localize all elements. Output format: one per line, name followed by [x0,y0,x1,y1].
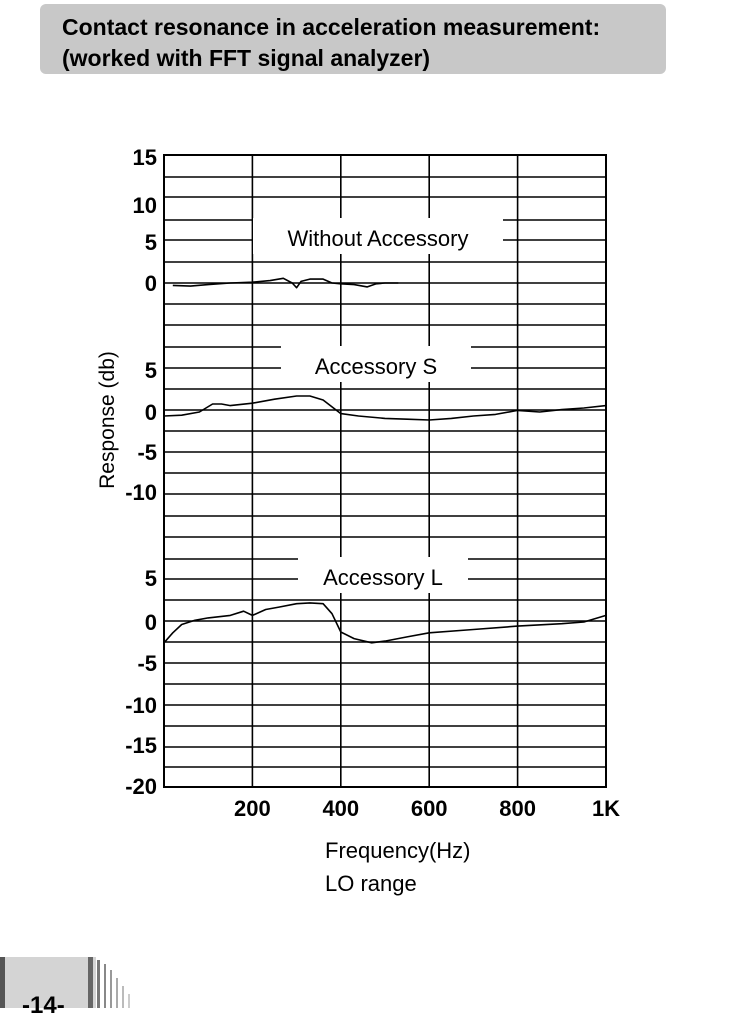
y-tick-label: 5 [144,566,157,591]
y-tick-label: 0 [144,610,157,635]
y-tick-label: -20 [125,774,157,799]
header-title-line1: Contact resonance in acceleration measurement: [62,14,601,40]
y-tick-label: 5 [144,230,157,255]
series-line [164,396,606,420]
x-tick-label: 800 [499,796,536,821]
y-tick-label: -5 [137,651,157,676]
x-axis-label: Frequency(Hz) [325,838,471,863]
x-tick-labels [234,796,620,821]
y-tick-label: 0 [144,400,157,425]
x-tick-label: 1K [591,796,621,821]
y-tick-label: -10 [125,693,157,718]
y-tick-label: 15 [132,145,157,170]
x-tick-label: 400 [322,796,360,821]
panel-label: Accessory L [323,565,443,590]
y-tick-label: 0 [144,271,157,296]
y-tick-labels [125,145,157,799]
panel-label: Accessory S [314,354,438,379]
y-tick-label: -10 [125,480,157,505]
x-tick-label: 200 [234,796,271,821]
y-axis-label: Response (db) [96,351,119,489]
page-number: -14- [22,992,65,1019]
x-axis-sublabel: LO range [325,871,417,896]
y-tick-label: -15 [125,733,157,758]
x-tick-label: 600 [410,796,448,821]
y-tick-label: 5 [144,358,157,383]
series-line [164,603,606,643]
header-title-line2: (worked with FFT signal analyzer) [62,45,431,71]
footer-decoration [0,957,130,1008]
y-tick-label: 10 [132,193,157,218]
panel-label: Without Accessory [287,226,469,251]
y-tick-label: -5 [137,440,157,465]
